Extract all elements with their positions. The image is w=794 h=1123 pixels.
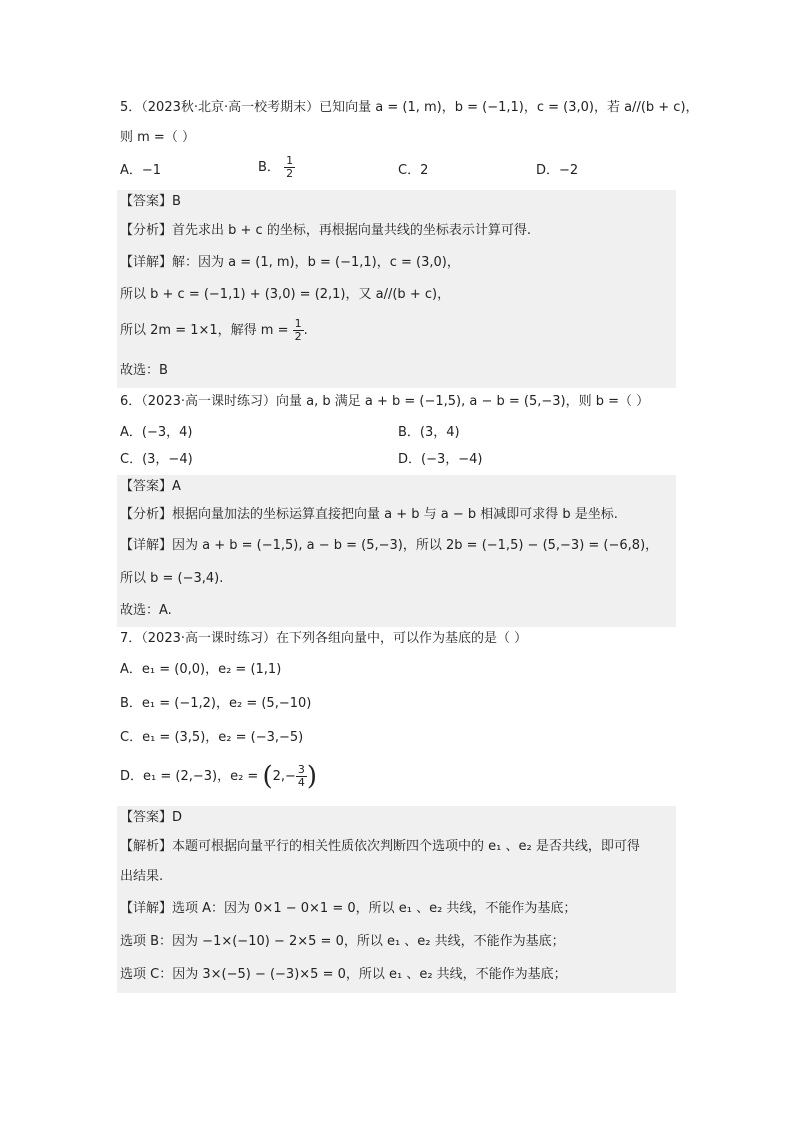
q6-answer: 【答案】A: [120, 479, 181, 494]
q7-option-d-lparen: (: [262, 761, 273, 792]
q5-choose: 故选：B: [120, 363, 168, 378]
q5-option-b-fraction: [284, 155, 295, 180]
q7-option-b: B．e₁ = (−1,2)，e₂ = (5,−10): [120, 696, 312, 711]
q5-detail-3: [120, 318, 308, 343]
q6-option-d: D．(−3，−4): [398, 452, 483, 467]
q7-option-d-rparen: ): [306, 761, 318, 792]
q5-detail-3-den: 2: [294, 330, 302, 343]
q7-option-d-num: 3: [297, 763, 305, 776]
q6-option-a: A．(−3，4): [120, 425, 193, 440]
q6-choose: 故选：A.: [120, 603, 172, 618]
q7-analysis-2: 出结果.: [120, 869, 164, 884]
q5-stem: 5．（2023秋·北京·高一校考期末）已知向量 a = (1, m)，b = (−1,1)，c = (3,0)，若 a//(b + c)，: [120, 100, 699, 115]
q7-option-d-fraction: [296, 764, 307, 789]
q7-option-d-label: D．e₁ = (2,−3)，e₂ =: [120, 769, 263, 784]
q5-answer: 【答案】B: [120, 194, 181, 209]
q5-option-d: D．−2: [536, 163, 579, 178]
q6-stem: 6．（2023·高一课时练习）向量 a, b 满足 a + b = (−1,5), a − b = (5,−3)，则 b =（ ）: [120, 394, 650, 409]
q6-detail-2: 所以 b = (−3,4).: [120, 571, 224, 586]
q7-option-c: C．e₁ = (3,5)，e₂ = (−3,−5): [120, 730, 304, 745]
q6-analysis: 【分析】根据向量加法的坐标运算直接把向量 a + b 与 a − b 相减即可求得 b 是坐标.: [120, 507, 618, 522]
q5-analysis: 【分析】首先求出 b + c 的坐标，再根据向量共线的坐标表示计算可得.: [120, 223, 531, 238]
q5-detail-3-end: .: [303, 323, 308, 338]
q5-detail-1: 【详解】解：因为 a = (1, m)，b = (−1,1)，c = (3,0)，: [120, 255, 460, 270]
q5-detail-3-num: 1: [294, 317, 302, 330]
q7-detail-2: 选项 B：因为 −1×(−10) − 2×5 = 0，所以 e₁ 、e₂ 共线，不能作为基底；: [120, 934, 565, 949]
q7-option-d: [120, 761, 318, 792]
q7-option-d-den: 4: [297, 776, 305, 789]
q5-option-b-den: 2: [286, 167, 294, 180]
q5-detail-2: 所以 b + c = (−1,1) + (3,0) = (2,1)，又 a//(b + c)，: [120, 287, 451, 302]
q5-detail-3-fraction: [293, 318, 304, 343]
q5-option-c: C．2: [398, 163, 429, 178]
q7-stem: 7．（2023·高一课时练习）在下列各组向量中，可以作为基底的是（ ）: [120, 631, 528, 646]
q5-option-a: A．−1: [120, 163, 162, 178]
q6-option-c: C．(3，−4): [120, 452, 193, 467]
q7-detail-3: 选项 C：因为 3×(−5) − (−3)×5 = 0，所以 e₁ 、e₂ 共线，不能作为基底；: [120, 967, 567, 982]
q6-detail-1: 【详解】因为 a + b = (−1,5), a − b = (5,−3)，所以 2b = (−1,5) − (5,−3) = (−6,8)，: [120, 538, 659, 553]
q7-detail-1: 【详解】选项 A：因为 0×1 − 0×1 = 0，所以 e₁ 、e₂ 共线，不能作为基底；: [120, 901, 577, 916]
q7-answer: 【答案】D: [120, 810, 183, 825]
q7-option-d-pre: 2,−: [272, 769, 296, 784]
q5-detail-3-text: 所以 2m = 1×1，解得 m =: [120, 323, 293, 338]
q6-option-b: B．(3，4): [398, 425, 460, 440]
q5-stem-2: 则 m =（ ）: [120, 130, 195, 145]
q5-option-b-label: B．: [258, 160, 280, 175]
q5-option-b-num: 1: [286, 154, 294, 167]
q7-option-a: A．e₁ = (0,0)，e₂ = (1,1): [120, 662, 282, 677]
q7-analysis-1: 【解析】本题可根据向量平行的相关性质依次判断四个选项中的 e₁ 、e₂ 是否共线，即可得: [120, 839, 640, 854]
q5-option-b: [258, 155, 295, 180]
